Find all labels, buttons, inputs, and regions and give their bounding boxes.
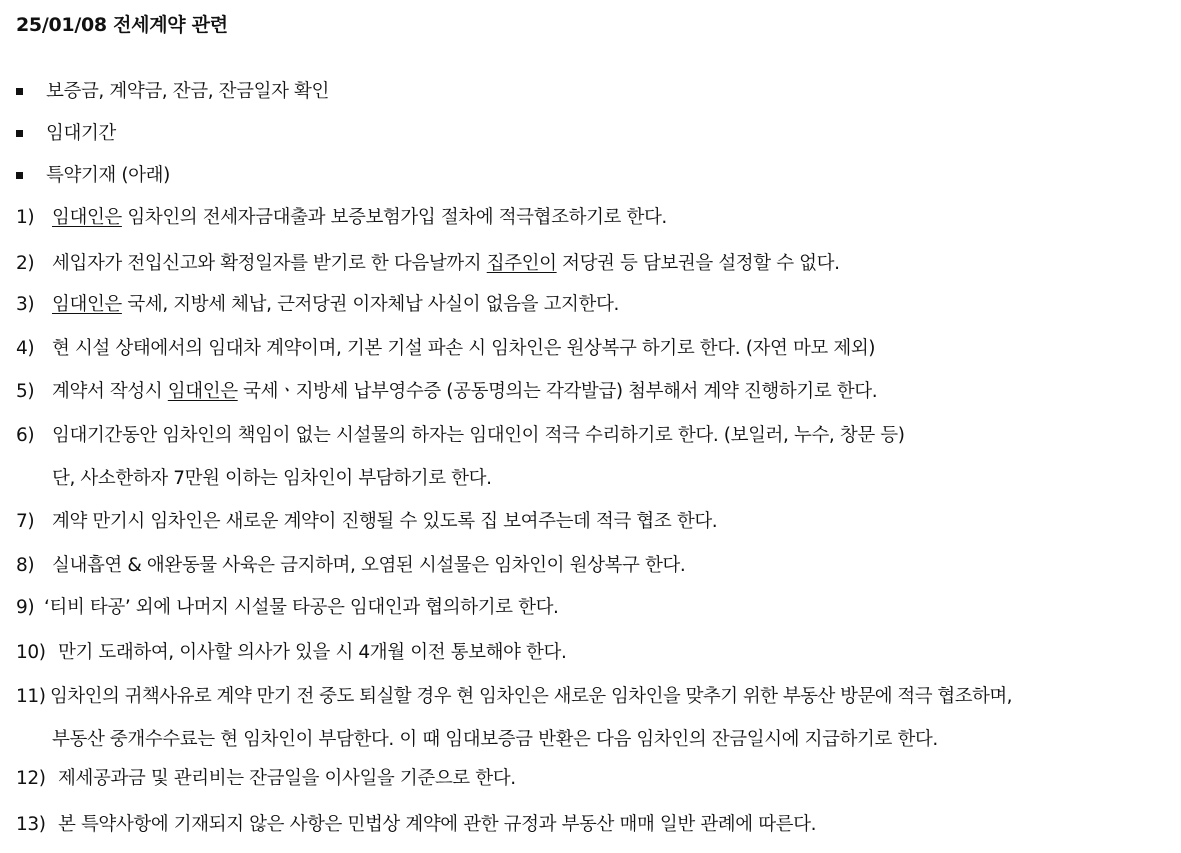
clause-number: 11) (16, 686, 46, 707)
underlined-term: 집주인이 (486, 253, 557, 274)
clause-text: 임대기간동안 임차인의 책임이 없는 시설물의 하자는 임대인이 적극 수리하기로 한다. (보일러, 누수, 창문 등) (52, 425, 905, 446)
bullet-square-icon (16, 88, 23, 95)
underlined-term: 임대인은 (52, 294, 122, 315)
clause-continuation: 단, 사소한하자 7만원 이하는 임차인이 부담하기로 한다. (52, 468, 492, 489)
clause-text: 실내흡연 & 애완동물 사육은 금지하며, 오염된 시설물은 임차인이 원상복구 한다. (52, 555, 686, 576)
clause-number: 3) (16, 294, 35, 315)
bullet-square-icon (16, 130, 23, 137)
clause-number: 8) (16, 555, 35, 576)
clause-number: 9) (16, 597, 35, 618)
clause-text: 계약 만기시 임차인은 새로운 계약이 진행될 수 있도록 집 보여주는데 적극 협조 한다. (52, 511, 718, 532)
clause-number: 2) (16, 253, 35, 274)
clause-text: 만기 도래하여, 이사할 의사가 있을 시 4개월 이전 통보해야 한다. (58, 642, 567, 663)
clause-number: 5) (16, 381, 35, 402)
clause-number: 12) (16, 768, 46, 789)
clause-text: 임대인은 임차인의 전세자금대출과 보증보험가입 절차에 적극협조하기로 한다. (52, 207, 667, 228)
clause-number: 6) (16, 425, 35, 446)
bullet-item: 특약기재 (아래) (46, 165, 170, 186)
document-title: 25/01/08 전세계약 관련 (16, 14, 228, 36)
underlined-term: 임대인은 (167, 381, 238, 402)
clause-number: 1) (16, 207, 35, 228)
clause-number: 13) (16, 814, 46, 835)
clause-number: 4) (16, 338, 35, 359)
clause-number: 7) (16, 511, 35, 532)
clause-text: 본 특약사항에 기재되지 않은 사항은 민법상 계약에 관한 규정과 부동산 매매 일반 관례에 따른다. (58, 814, 817, 835)
clause-continuation: 부동산 중개수수료는 현 임차인이 부담한다. 이 때 임대보증금 반환은 다음 임차인의 잔금일시에 지급하기로 한다. (52, 729, 938, 750)
bullet-square-icon (16, 172, 23, 179)
clause-text: 제세공과금 및 관리비는 잔금일을 이사일을 기준으로 한다. (58, 768, 516, 789)
underlined-term: 임대인은 (52, 207, 122, 228)
clause-text: ‘티비 타공’ 외에 나머지 시설물 타공은 임대인과 협의하기로 한다. (44, 597, 559, 618)
bullet-item: 임대기간 (46, 123, 116, 144)
clause-text: 계약서 작성시 임대인은 국세ㆍ지방세 납부영수증 (공동명의는 각각발급) 첨부해서 계약 진행하기로 한다. (52, 381, 878, 402)
clause-text: 세입자가 전입신고와 확정일자를 받기로 한 다음날까지 집주인이 저당권 등 담보권을 설정할 수 없다. (52, 253, 840, 274)
bullet-item: 보증금, 계약금, 잔금, 잔금일자 확인 (46, 81, 329, 102)
clause-text: 임대인은 국세, 지방세 체납, 근저당권 이자체납 사실이 없음을 고지한다. (52, 294, 619, 315)
clause-text: 현 시설 상태에서의 임대차 계약이며, 기본 기설 파손 시 임차인은 원상복구 하기로 한다. (자연 마모 제외) (52, 338, 876, 359)
clause-text: 임차인의 귀책사유로 계약 만기 전 중도 퇴실할 경우 현 임차인은 새로운 임차인을 맞추기 위한 부동산 방문에 적극 협조하며, (50, 686, 1013, 707)
clause-number: 10) (16, 642, 46, 663)
